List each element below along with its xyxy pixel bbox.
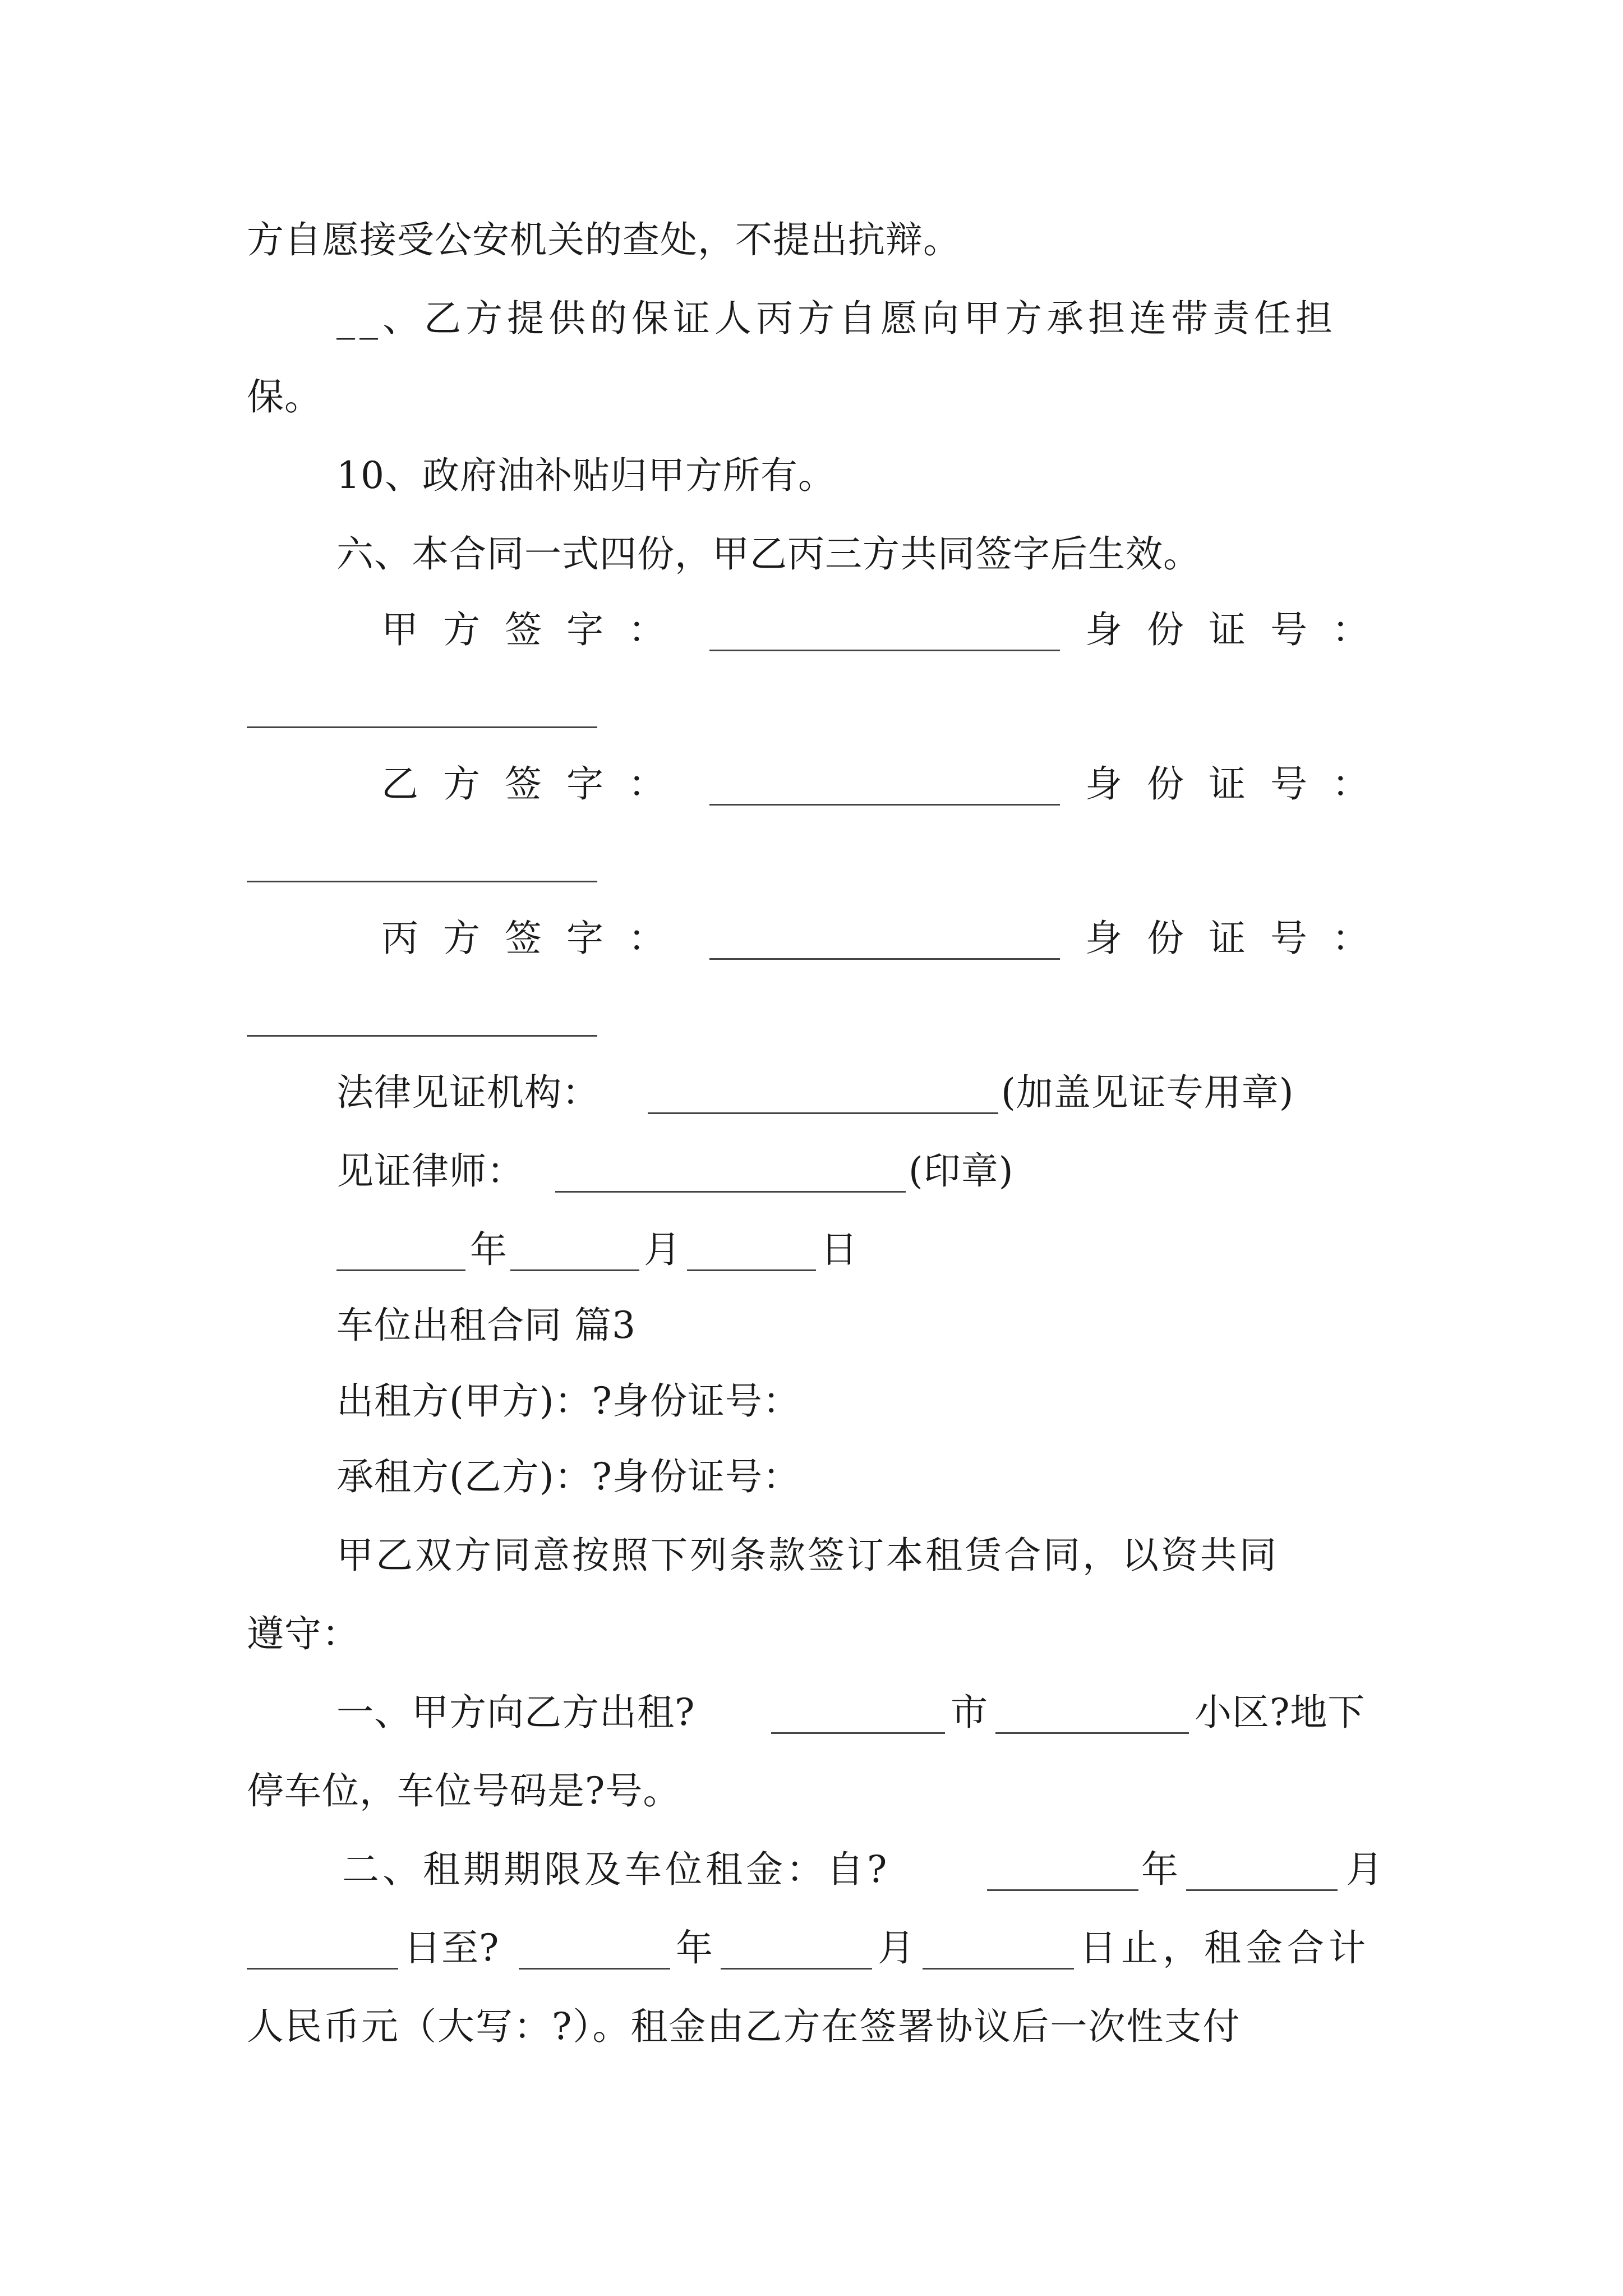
clause2-day-field[interactable]: [247, 1968, 398, 1970]
intro-line2: 遵守：: [247, 1612, 359, 1655]
date-month-field[interactable]: [510, 1269, 639, 1271]
witness-org-field[interactable]: [648, 1112, 998, 1114]
party-a-id-field[interactable]: [247, 726, 597, 728]
clause2-month-field[interactable]: [1186, 1889, 1338, 1891]
party-a-signature-row: [381, 608, 690, 651]
witness-org-label: 法律见证机构：: [336, 1071, 600, 1114]
party-a-id-label: 身份证号：: [1085, 608, 1394, 651]
clause2-prefix: 二、租期期限及车位租金：自?: [342, 1848, 891, 1891]
clause1-city-field[interactable]: [771, 1732, 945, 1734]
date-year-field[interactable]: [336, 1269, 465, 1271]
clause2-end: 日止，租金合计: [1080, 1926, 1370, 1970]
clause2-year2-field[interactable]: [519, 1968, 670, 1970]
party-b-signature-label: 乙方签字：: [381, 762, 690, 806]
party-b-id-field[interactable]: [247, 881, 597, 882]
guarantor-clause-line2: 保。: [247, 375, 322, 418]
lessor-line: 出租方(甲方)：?身份证号：: [336, 1379, 800, 1423]
clause1-estate-field[interactable]: [995, 1732, 1189, 1734]
date-month-label: 月: [644, 1228, 681, 1271]
fuel-subsidy-clause: 10、政府油补贴归甲方所有。: [336, 454, 836, 497]
lessee-line: 承租方(乙方)：?身份证号：: [336, 1455, 800, 1498]
clause2-year-field[interactable]: [987, 1889, 1138, 1891]
party-a-signature-field[interactable]: [709, 650, 1060, 651]
party-b-id-label: 身份证号：: [1085, 762, 1394, 806]
clause2-line3: 人民币元（大写：?）。租金由乙方在签署协议后一次性支付: [247, 2005, 1241, 2048]
clause2-month2-label: 月: [878, 1926, 915, 1970]
party-a-signature-label: 甲方签字：: [381, 608, 690, 651]
party-c-id-label: 身份证号：: [1085, 917, 1394, 960]
witness-lawyer-field[interactable]: [555, 1191, 906, 1193]
section-heading: 车位出租合同 篇3: [336, 1304, 636, 1347]
guarantor-clause-line1: __、乙方提供的保证人丙方自愿向甲方承担连带责任担: [336, 297, 1337, 340]
intro-line1: 甲乙双方同意按照下列条款签订本租赁合同，以资共同: [336, 1534, 1279, 1577]
clause2-day-to: 日至?: [404, 1926, 500, 1970]
clause2-month-label: 月: [1346, 1848, 1384, 1891]
date-day-field[interactable]: [687, 1269, 816, 1271]
copies-clause: 六、本合同一式四份，甲乙丙三方共同签字后生效。: [336, 532, 1201, 576]
party-c-id-field[interactable]: [247, 1035, 597, 1037]
witness-org-note: (加盖见证专用章): [1001, 1071, 1294, 1114]
clause1-estate-label: 小区?地下: [1195, 1691, 1366, 1734]
clause1-line2: 停车位，车位号码是?号。: [247, 1769, 681, 1812]
clause2-year2-label: 年: [676, 1926, 713, 1970]
date-year-label: 年: [470, 1228, 508, 1271]
date-day-label: 日: [820, 1228, 858, 1271]
clause2-day2-field[interactable]: [923, 1968, 1074, 1970]
party-b-signature-row: [381, 762, 690, 806]
party-c-signature-field[interactable]: [709, 958, 1060, 960]
clause1-city-label: 市: [951, 1691, 988, 1734]
clause2-month2-field[interactable]: [721, 1968, 872, 1970]
witness-lawyer-label: 见证律师：: [336, 1149, 524, 1193]
paragraph-continuation: 方自愿接受公安机关的查处，不提出抗辩。: [247, 218, 961, 261]
witness-lawyer-note: (印章): [909, 1149, 1014, 1193]
party-c-signature-row: [381, 917, 690, 960]
clause1-prefix: 一、甲方向乙方出租?: [336, 1691, 695, 1734]
party-b-signature-field[interactable]: [709, 804, 1060, 806]
party-c-signature-label: 丙方签字：: [381, 917, 690, 960]
clause2-year-label: 年: [1141, 1848, 1179, 1891]
